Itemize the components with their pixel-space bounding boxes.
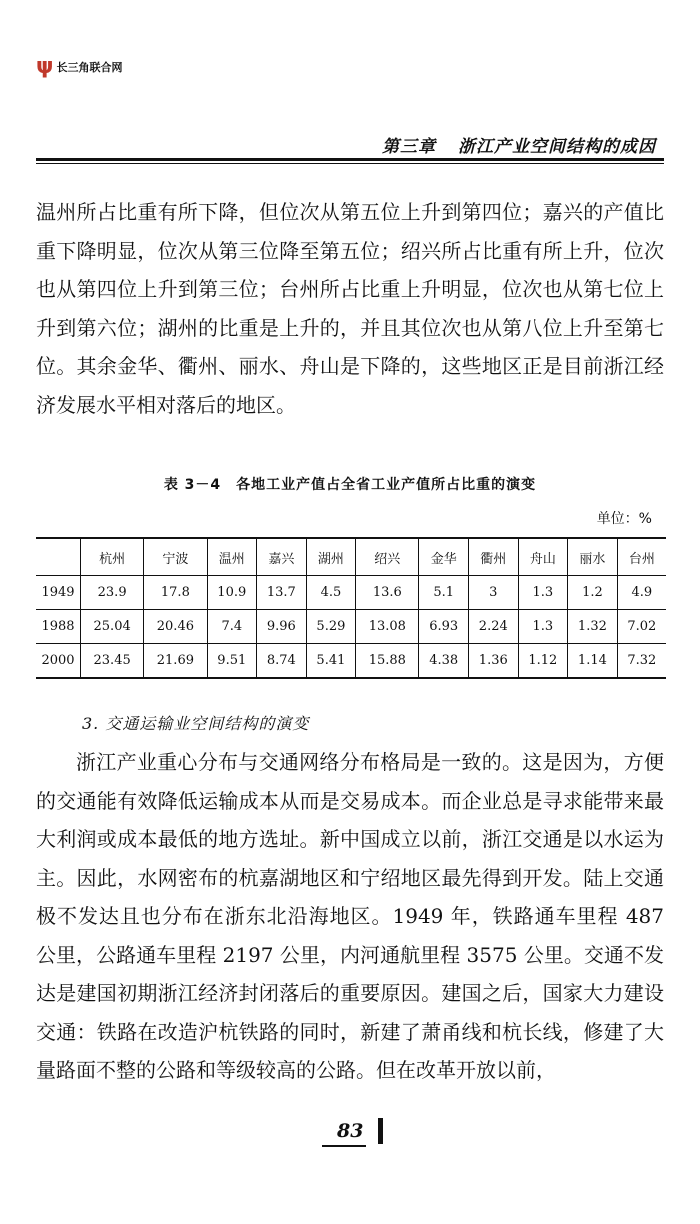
table-row xyxy=(36,576,666,610)
table-cell: 5.29 xyxy=(306,610,356,644)
table-cell: 4.5 xyxy=(306,576,356,610)
table-cell: 2000 xyxy=(36,644,81,679)
table-cell: 5.41 xyxy=(306,644,356,679)
table-cell: 9.96 xyxy=(257,610,307,644)
table-cell: 23.9 xyxy=(81,576,144,610)
table-header-cell: 衢州 xyxy=(469,538,519,576)
table-cell: 1.2 xyxy=(568,576,618,610)
table-cell: 20.46 xyxy=(144,610,207,644)
table-cell: 23.45 xyxy=(81,644,144,679)
section-heading: 3. 交通运输业空间结构的演变 xyxy=(82,714,310,733)
paragraph-2: 浙江产业重心分布与交通网络分布格局是一致的。这是因为，方便的交通能有效降低运输成本从而是交易成本。而企业总是寻求能带来最大利润或成本最低的地方选址。新中国成立以前，浙江交通是以水运为主。因此，水网密布的杭嘉湖地区和宁绍地区最先得到开发。陆上交通极不发达且也分布在浙东北沿海地区。1949 年，铁路通车里程 487 公里，公路通车里程 2197 公里，内河通航里程 3575 公里。交通不发达是建国初期浙江经济封闭落后的重要原因。建国之后，国家大力建设交通：铁路在改造沪杭铁路的同时，新建了萧甬线和杭长线，修建了大量路面不整的公路和等级较高的公路。但在改革开放以前， xyxy=(36,750,664,1082)
table-header-cell: 温州 xyxy=(207,538,257,576)
table-cell: 15.88 xyxy=(356,644,419,679)
table-cell: 1.3 xyxy=(518,610,568,644)
table-header-cell: 宁波 xyxy=(144,538,207,576)
table-header-cell: 金华 xyxy=(419,538,469,576)
table-header-cell: 嘉兴 xyxy=(257,538,307,576)
table-cell: 13.7 xyxy=(257,576,307,610)
table-cell: 13.6 xyxy=(356,576,419,610)
table-row xyxy=(36,644,666,679)
data-table xyxy=(36,537,666,679)
table-header-cell xyxy=(36,538,81,576)
table-cell: 3 xyxy=(469,576,519,610)
table-header-cell: 湖州 xyxy=(306,538,356,576)
page-number-bar xyxy=(378,1118,383,1144)
table-cell: 21.69 xyxy=(144,644,207,679)
table-cell: 10.9 xyxy=(207,576,257,610)
table-cell: 1988 xyxy=(36,610,81,644)
table-cell: 1.3 xyxy=(518,576,568,610)
table-cell: 7.4 xyxy=(207,610,257,644)
table-header-cell: 台州 xyxy=(617,538,666,576)
table-cell: 4.9 xyxy=(617,576,666,610)
table-cell: 1.14 xyxy=(568,644,618,679)
page-number-rule xyxy=(322,1145,366,1147)
table-cell: 25.04 xyxy=(81,610,144,644)
table-cell: 5.1 xyxy=(419,576,469,610)
table-header-cell: 绍兴 xyxy=(356,538,419,576)
site-logo xyxy=(36,56,122,78)
table-cell: 8.74 xyxy=(257,644,307,679)
chapter-title: 浙江产业空间结构的成因 xyxy=(458,137,656,157)
table-unit: 单位：% xyxy=(596,511,652,527)
table-cell: 1.36 xyxy=(469,644,519,679)
table-cell: 1.12 xyxy=(518,644,568,679)
running-header xyxy=(382,132,656,157)
chapter-number: 第三章 xyxy=(382,137,436,157)
page-number: 83 xyxy=(337,1120,364,1142)
paragraph-1: 温州所占比重有所下降，但位次从第五位上升到第四位；嘉兴的产值比重下降明显，位次从第三位降至第五位；绍兴所占比重有所上升，位次也从第四位上升到第三位；台州所占比重上升明显，位次也从第七位上升到第六位；湖州的比重是上升的，并且其位次也从第八位上升至第七位。其余金华、衢州、丽水、舟山是下降的，这些地区正是目前浙江经济发展水平相对落后的地区。 xyxy=(36,200,664,417)
table-cell: 7.32 xyxy=(617,644,666,679)
table-cell: 7.02 xyxy=(617,610,666,644)
table-header-cell: 杭州 xyxy=(81,538,144,576)
table-cell: 17.8 xyxy=(144,576,207,610)
table-cell: 6.93 xyxy=(419,610,469,644)
table-cell: 2.24 xyxy=(469,610,519,644)
table-header-cell: 丽水 xyxy=(568,538,618,576)
table-header-cell: 舟山 xyxy=(518,538,568,576)
table-header-row xyxy=(36,538,666,576)
table-caption: 表 3－4 各地工业产值占全省工业产值所占比重的演变 xyxy=(163,477,537,493)
table-cell: 13.08 xyxy=(356,610,419,644)
table-cell: 1.32 xyxy=(568,610,618,644)
table-cell: 4.38 xyxy=(419,644,469,679)
table-row xyxy=(36,610,666,644)
table-cell: 9.51 xyxy=(207,644,257,679)
header-rule xyxy=(36,158,664,164)
logo-name: 长三角联合网 xyxy=(56,61,123,74)
table-cell: 1949 xyxy=(36,576,81,610)
logo-mark-icon: ψ xyxy=(36,54,54,79)
